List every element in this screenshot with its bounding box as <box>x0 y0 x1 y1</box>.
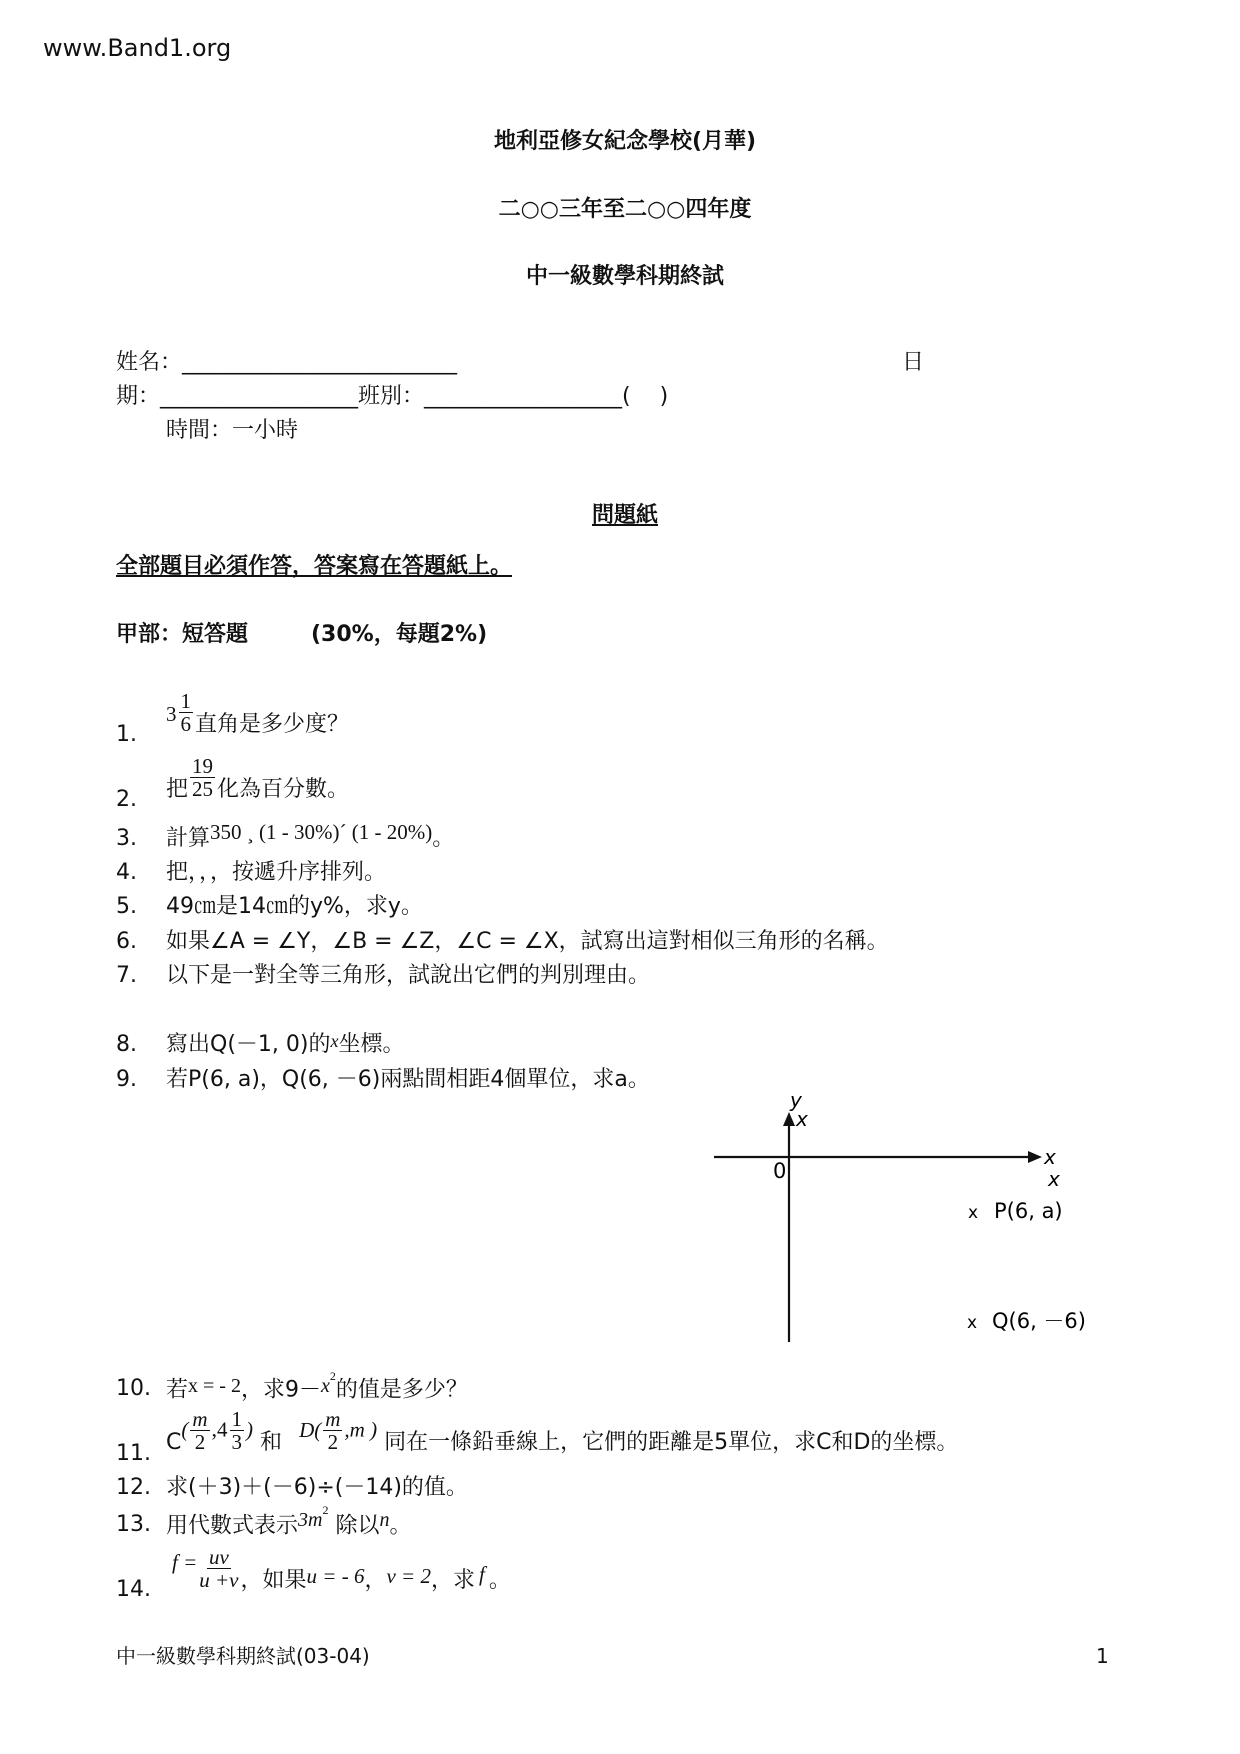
q-var: f <box>478 1561 485 1586</box>
x-axis-arrow <box>1028 1151 1042 1163</box>
q-var: x <box>320 1375 330 1398</box>
school-title: 地利亞修女紀念學校(月華) <box>493 129 757 154</box>
point-p-label: P(6, a) <box>994 1199 1063 1223</box>
q-text: 。 <box>389 1513 412 1539</box>
frac-num: 1 <box>231 1407 243 1431</box>
question-6: 如果∠A = ∠Y，∠B = ∠Z，∠C = ∠X，試寫出這對相似三角形的名稱。 <box>166 929 889 954</box>
q-text: 除以 <box>335 1513 380 1539</box>
q-text: 同在一條鉛垂線上，它們的距離是5單位，求C和D的坐標。 <box>384 1429 959 1455</box>
y-stray-x: x <box>796 1107 808 1131</box>
q-math: v = 2 <box>386 1563 431 1588</box>
q-number: 6. <box>116 929 137 954</box>
q-number: 5. <box>116 894 137 919</box>
exponent: 2 <box>322 1503 329 1517</box>
frac-num: 1 <box>180 689 191 713</box>
point-p-mark: x <box>968 1203 979 1223</box>
frac-num: 19 <box>192 754 214 778</box>
q-text: ， <box>364 1567 387 1593</box>
q-math: u = - 6 <box>306 1563 365 1588</box>
frac-num: m <box>192 1407 208 1431</box>
date-class-field[interactable]: 期：__________________班別：__________________( ) <box>116 384 669 409</box>
q-text: C <box>166 1429 182 1455</box>
question-14 <box>166 1546 511 1591</box>
year-title: 二○○三年至二○○四年度 <box>498 197 752 222</box>
q-text: 若 <box>166 1377 189 1403</box>
question-10 <box>166 1369 468 1403</box>
q-text: ，求9－ <box>240 1377 321 1403</box>
point-q-label: Q(6, －6) <box>992 1309 1086 1333</box>
q-text: 把 <box>166 776 189 802</box>
mixed-whole: 3 <box>166 702 177 726</box>
question-4: 把，，，按遞升序排列。 <box>166 860 387 885</box>
q-math: ,m ) <box>344 1417 378 1442</box>
q-text: ，如果 <box>240 1567 307 1593</box>
q-number: 10. <box>116 1376 151 1401</box>
frac-den: 2 <box>327 1430 339 1455</box>
mixed-whole: 4 <box>217 1417 228 1442</box>
exponent: 2 <box>329 1369 336 1383</box>
q-number: 9. <box>116 1067 137 1092</box>
q-number: 4. <box>116 860 137 885</box>
question-5: 49㎝是14㎝的y%，求y。 <box>166 894 423 919</box>
frac-den: u +v <box>199 1568 239 1593</box>
q-text: 和 <box>260 1429 283 1455</box>
x-label: x <box>1044 1145 1056 1169</box>
q-text: 寫出Q(－1, 0)的 <box>166 1032 331 1057</box>
q-math: x = - 2 <box>188 1375 241 1398</box>
q-number: 14. <box>116 1577 151 1602</box>
q-text: 直角是多少度？ <box>195 711 350 737</box>
q-number: 2. <box>116 787 137 812</box>
coordinate-graph <box>700 1080 1120 1360</box>
q-text: 化為百分數。 <box>217 776 350 802</box>
q-math: f = <box>172 1549 198 1574</box>
frac-den: 25 <box>192 777 214 802</box>
q-number: 13. <box>116 1512 151 1537</box>
paper-title: 問題紙 <box>591 503 658 528</box>
q-text: 用代數式表示 <box>166 1513 299 1539</box>
q-text: 坐標。 <box>338 1032 405 1057</box>
question-1 <box>166 690 349 735</box>
name-field[interactable]: 姓名：_________________________ <box>116 350 458 375</box>
question-2 <box>166 755 349 800</box>
footer-title: 中一級數學科期終試(03-04) <box>116 1644 370 1668</box>
q-number: 8. <box>116 1032 137 1057</box>
q-number: 3. <box>116 826 137 851</box>
section-name: 甲部：短答題 <box>116 622 249 647</box>
q-var: x <box>330 1031 339 1051</box>
frac-den: 2 <box>194 1430 206 1455</box>
exam-title: 中一級數學科期終試 <box>525 264 724 289</box>
q-math: 3m <box>298 1509 323 1532</box>
frac-den: 3 <box>231 1430 243 1455</box>
question-9: 若P(6, a)，Q(6, －6)兩點間相距4個單位，求a。 <box>166 1067 650 1092</box>
point-q-mark: x <box>967 1313 978 1333</box>
date-label: 日 <box>902 350 925 375</box>
section-marks: (30%，每題2%) <box>311 622 488 647</box>
time-label: 時間：一小時 <box>166 418 299 443</box>
q-math: D( <box>299 1417 322 1442</box>
q-var: n <box>379 1509 390 1532</box>
frac-num: uv <box>208 1545 229 1569</box>
y-axis-arrow <box>783 1112 795 1126</box>
question-3 <box>166 820 455 851</box>
q-number: 11. <box>116 1441 151 1466</box>
header-url: www.Band1.org <box>43 34 232 62</box>
q-text: 的值是多少？ <box>335 1377 468 1403</box>
frac-den: 6 <box>180 712 191 737</box>
origin-label: 0 <box>773 1159 787 1183</box>
y-label: y <box>790 1088 802 1112</box>
q-text: ，求 <box>430 1567 475 1593</box>
q-number: 1. <box>116 722 137 747</box>
question-8 <box>166 1031 405 1057</box>
q-text: 計算 <box>166 826 211 851</box>
q-number: 12. <box>116 1475 151 1500</box>
q-math: 350 ¸ (1 - 30%)´ (1 - 20%) <box>210 820 433 844</box>
question-11: C( $\frac{m}{2}$ ,4 $\frac{1}{3}$ ) 和 D( $\frac{m}{2}$ ,m ) 同在一條鉛垂線上，它們的距離是5單位，求C和D的坐標。 <box>166 1407 959 1455</box>
x-stray-x: x <box>1048 1167 1060 1191</box>
page-number: 1 <box>1096 1644 1109 1668</box>
question-13 <box>166 1503 412 1539</box>
q-text: 。 <box>432 826 455 851</box>
question-12: 求(＋3)＋(－6)÷(－14)的值。 <box>166 1475 468 1500</box>
frac-num: m <box>325 1407 341 1431</box>
instruction: 全部題目必須作答，答案寫在答題紙上。 <box>116 554 513 579</box>
q-number: 7. <box>116 963 137 988</box>
q-text: 。 <box>488 1567 511 1593</box>
question-7: 以下是一對全等三角形，試說出它們的判別理由。 <box>166 963 651 988</box>
